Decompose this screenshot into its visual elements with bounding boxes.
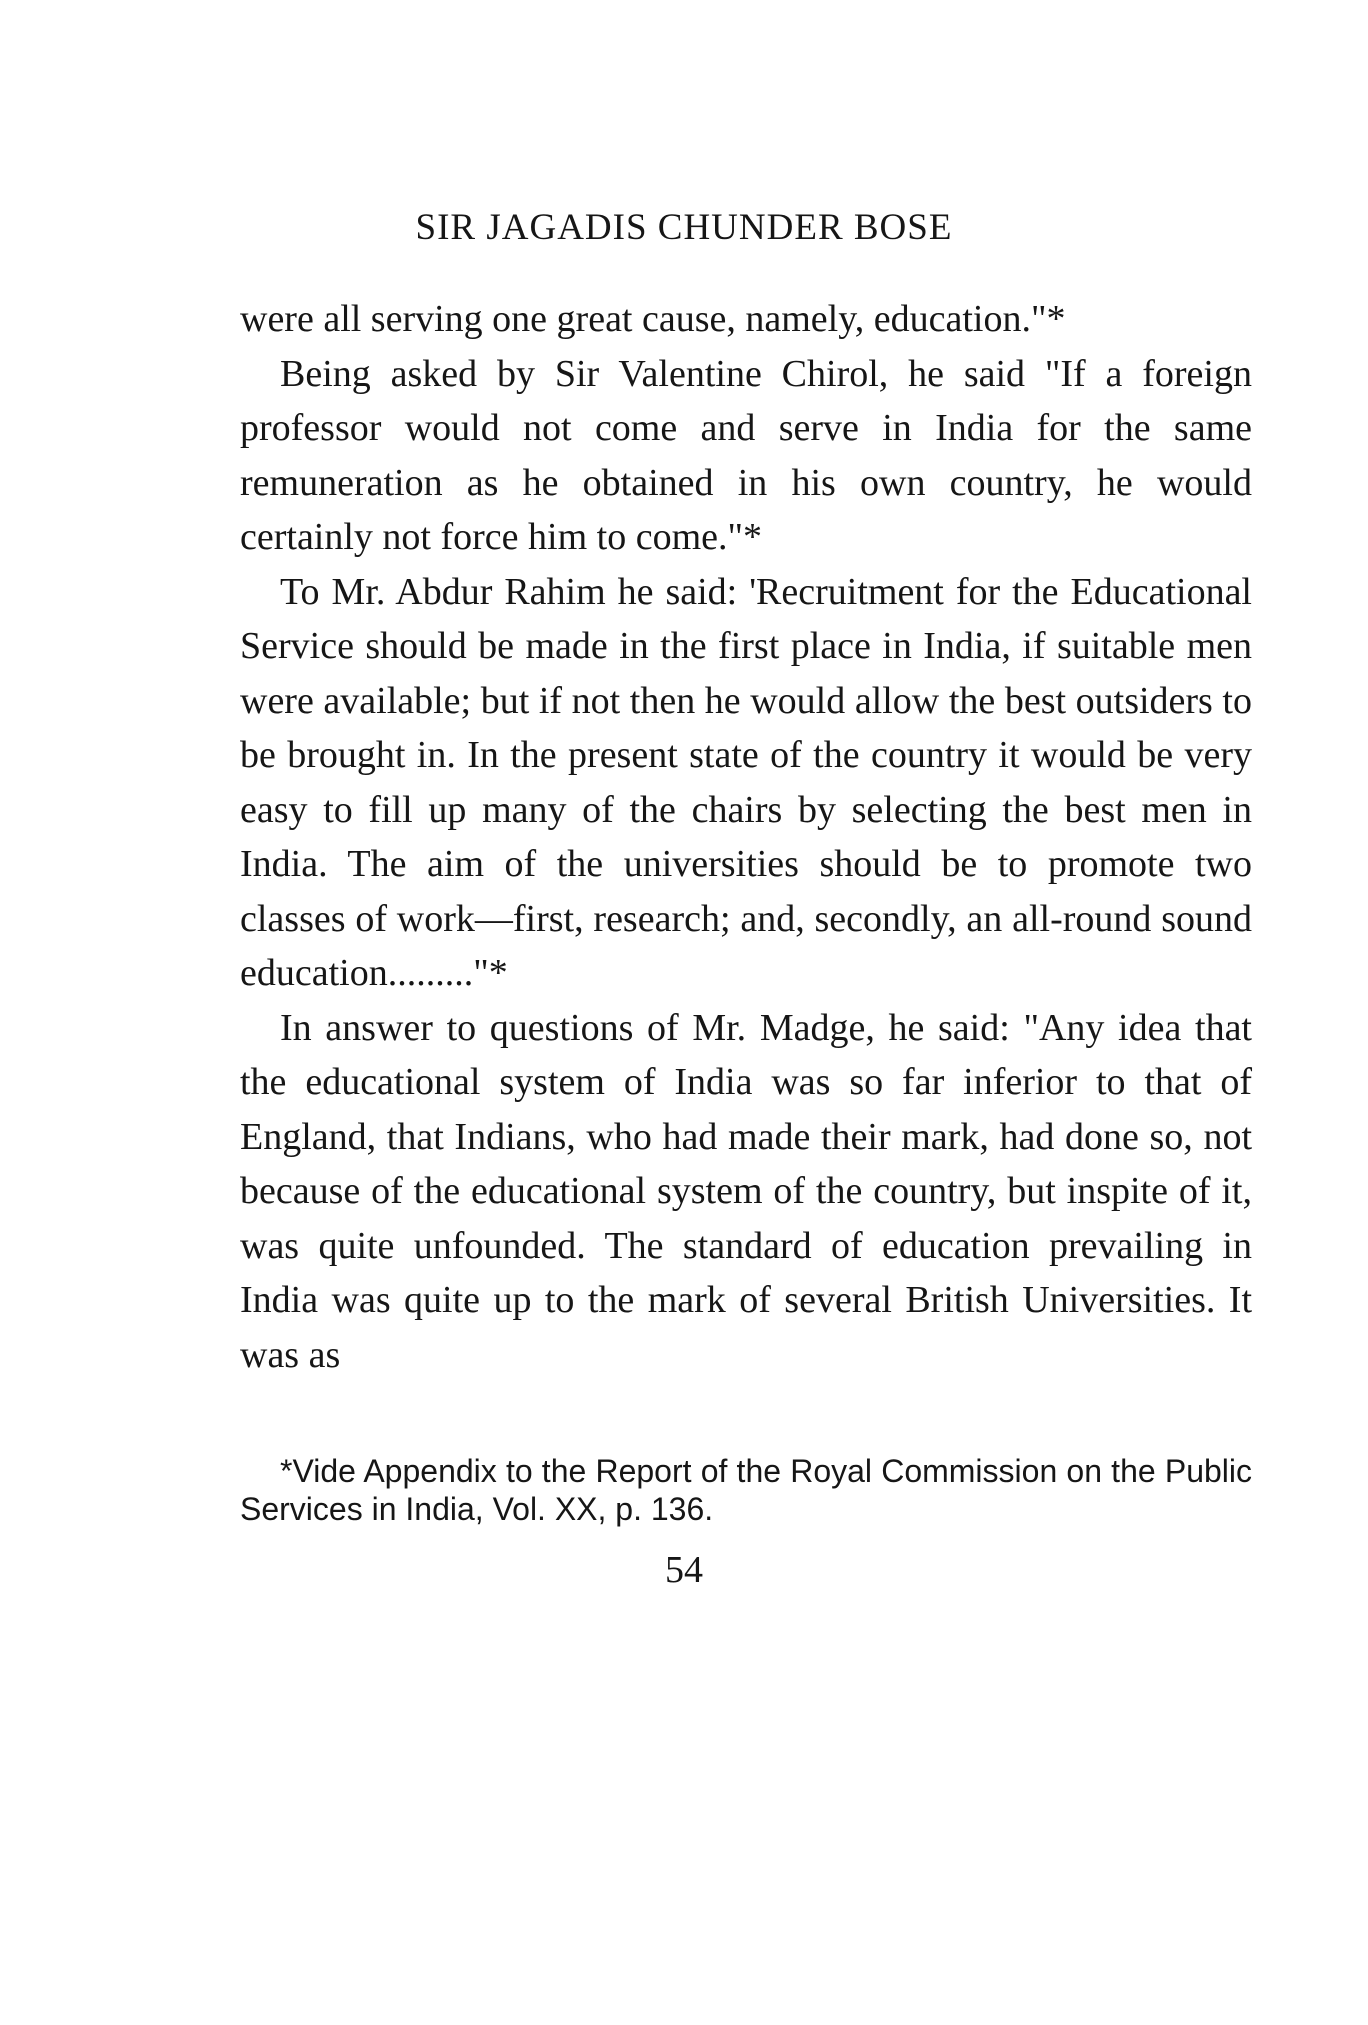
- paragraph-continuation: were all serving one great cause, namely, education."*: [240, 298, 1066, 340]
- running-head: SIR JAGADIS CHUNDER BOSE: [415, 207, 953, 248]
- footnote: *Vide Appendix to the Report of the Royal Commission on the Public Services in India, Vol. XX, p. 136.: [240, 1453, 1252, 1527]
- paragraph-abdur-rahim: To Mr. Abdur Rahim he said: 'Recruitment for the Educational Service should be made in the first place in India, if suitable men were available; but if not then he would allow the best outsiders to be brought in. In the present state of the country it would be very easy to fill up many of the chairs by selecting the best men in India. The aim of the universities should be to promote two classes of work—first, research; and, secondly, an all-round sound education........."*: [240, 570, 1252, 994]
- page-number: 54: [665, 1549, 703, 1591]
- paragraph-chirol: Being asked by Sir Valentine Chirol, he said "If a foreign professor would not come and serve in India for the same remuneration as he obtained in his own country, he would certainly not force him to come."*: [240, 352, 1252, 558]
- paragraph-madge: In answer to questions of Mr. Madge, he said: "Any idea that the educational system of India was so far inferior to that of England, that Indians, who had made their mark, had done so, not because of the educational system of the country, but inspite of it, was quite unfounded. The standard of education prevailing in India was quite up to the mark of several British Universities. It was as: [240, 1006, 1252, 1376]
- body-text: [240, 292, 1252, 1382]
